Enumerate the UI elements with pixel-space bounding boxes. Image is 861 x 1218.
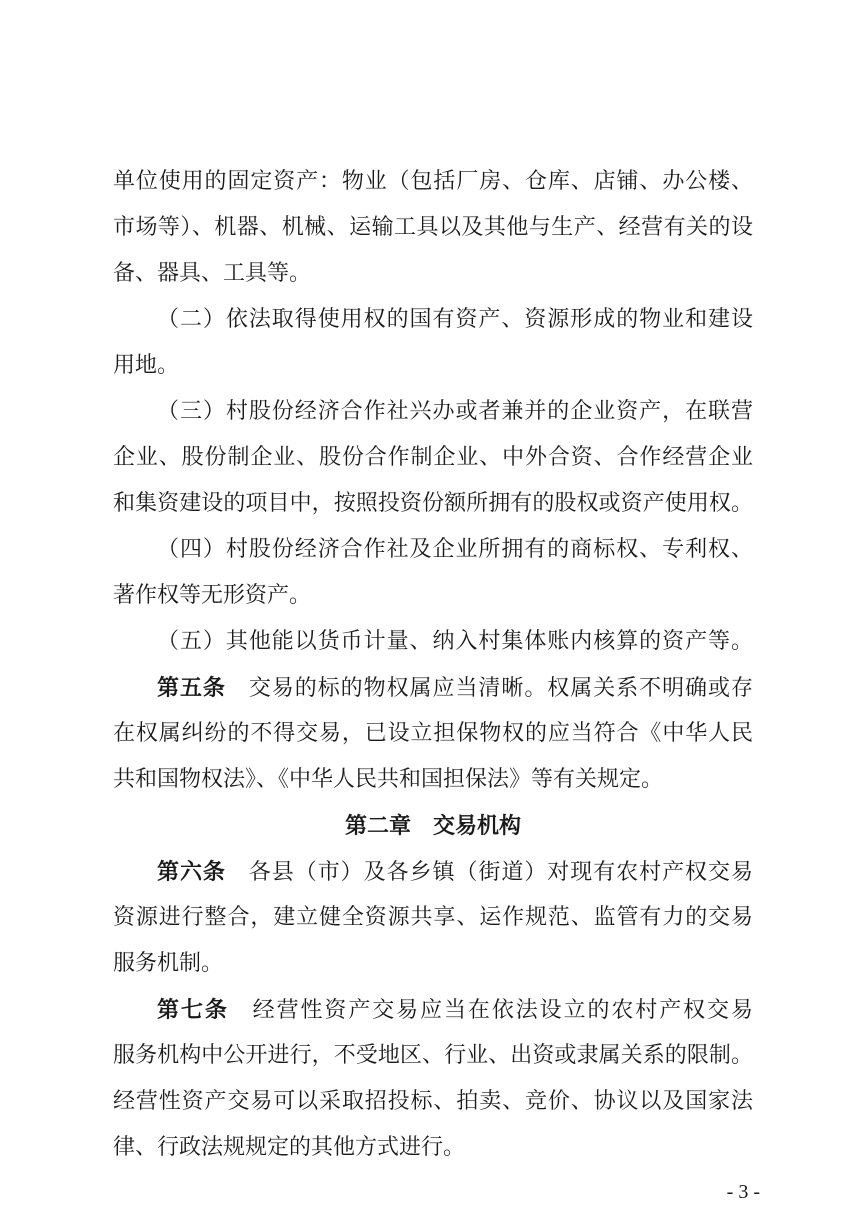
article-7-text: 经营性资产交易应当在依法设立的农村产权交易 (252, 998, 753, 1023)
body-line: 市场等）、机器、机械、运输工具以及其他与生产、经营有关的设 (113, 215, 753, 240)
item-5-line: （五）其他能以货币计量、纳入村集体账内核算的资产等。 (157, 629, 753, 654)
article-7-label: 第七条 (157, 997, 229, 1023)
article-5-label: 第五条 (157, 675, 226, 701)
body-line: 共和国物权法》、《中华人民共和国担保法》等有关规定。 (113, 767, 664, 792)
body-line: 服务机构中公开进行，不受地区、行业、出资或隶属关系的限制。 (113, 1043, 753, 1068)
item-2-line: （二）依法取得使用权的国有资产、资源形成的物业和建设 (157, 307, 753, 332)
item-4-line: （四）村股份经济合作社及企业所拥有的商标权、专利权、 (157, 537, 753, 562)
page-number: - 3 - (726, 1181, 760, 1203)
chapter-heading: 第二章 交易机构 (344, 813, 521, 839)
article-5-text: 交易的标的物权属应当清晰。权属关系不明确或存 (248, 676, 753, 701)
body-line: 企业、股份制企业、股份合作制企业、中外合资、合作经营企业 (113, 445, 753, 470)
item-3-line: （三）村股份经济合作社兴办或者兼并的企业资产，在联营 (157, 399, 753, 424)
body-line: 在权属纠纷的不得交易，已设立担保物权的应当符合《中华人民 (113, 721, 753, 746)
body-line: 单位使用的固定资产：物业（包括厂房、仓库、店铺、办公楼、 (113, 169, 753, 194)
body-line: 服务机制。 (113, 951, 224, 976)
body-line: 律、行政法规规定的其他方式进行。 (113, 1135, 466, 1160)
article-5-first-line (157, 671, 753, 705)
article-6-text: 各县（市）及各乡镇（街道）对现有农村产权交易 (248, 860, 753, 885)
body-line: 用地。 (113, 353, 180, 378)
article-6-first-line (157, 855, 753, 889)
body-line: 备、器具、工具等。 (113, 261, 312, 286)
body-line: 和集资建设的项目中，按照投资份额所拥有的股权或资产使用权。 (113, 491, 753, 516)
body-line: 著作权等无形资产。 (113, 583, 312, 608)
article-6-label: 第六条 (157, 859, 226, 885)
article-7-first-line (157, 993, 753, 1027)
body-line: 资源进行整合，建立健全资源共享、运作规范、监管有力的交易 (113, 905, 753, 930)
body-line: 经营性资产交易可以采取招投标、拍卖、竞价、协议以及国家法 (113, 1089, 753, 1114)
